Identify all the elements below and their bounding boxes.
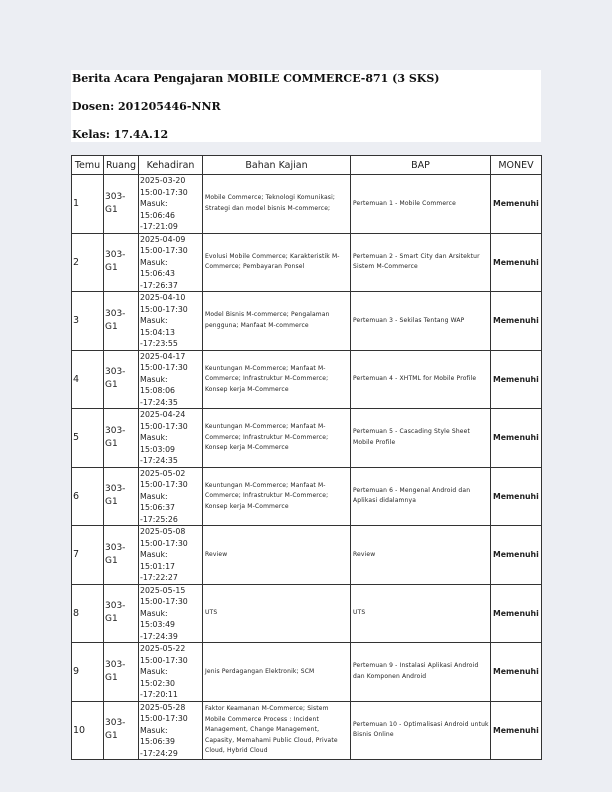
table-body: [72, 175, 542, 760]
meeting-number: 6: [72, 467, 104, 526]
bap-cell: UTS: [351, 584, 491, 643]
study-material-cell: Keuntungan M-Commerce; Manfaat M-Commerce; Infrastruktur M-Commerce; Konsep kerja M-Commerce: [203, 350, 351, 409]
study-material-cell: Evolusi Mobile Commerce; Karakteristik M-Commerce; Pembayaran Ponsel: [203, 233, 351, 292]
bap-cell: Pertemuan 6 - Mengenal Android dan Aplikasi didalamnya: [351, 467, 491, 526]
room-cell: 303-G1: [104, 584, 139, 643]
bap-cell: Pertemuan 4 - XHTML for Mobile Profile: [351, 350, 491, 409]
meeting-number: 9: [72, 643, 104, 702]
bap-cell: Pertemuan 1 - Mobile Commerce: [351, 175, 491, 234]
room-cell: 303-G1: [104, 350, 139, 409]
study-material-cell: Keuntungan M-Commerce; Manfaat M-Commerce; Infrastruktur M-Commerce; Konsep kerja M-Commerce: [203, 467, 351, 526]
monev-status: Memenuhi: [491, 292, 542, 351]
attendance-cell: 2025-04-17 15:00-17:30 Masuk: 15:08:06 -17:24:35: [139, 350, 203, 409]
class-info: Kelas: 17.4A.12: [72, 128, 169, 141]
attendance-cell: 2025-04-10 15:00-17:30 Masuk: 15:04:13 -17:23:55: [139, 292, 203, 351]
bap-cell: Pertemuan 2 - Smart City dan Arsitektur Sistem M-Commerce: [351, 233, 491, 292]
table-row: [72, 409, 542, 468]
study-material-cell: Review: [203, 526, 351, 585]
meeting-number: 2: [72, 233, 104, 292]
bap-cell: Pertemuan 10 - Optimalisasi Android untuk Bisnis Online: [351, 701, 491, 760]
study-material-cell: Jenis Perdagangan Elektronik; SCM: [203, 643, 351, 702]
room-cell: 303-G1: [104, 526, 139, 585]
attendance-cell: 2025-03-20 15:00-17:30 Masuk: 15:06:46 -17:21:09: [139, 175, 203, 234]
attendance-cell: 2025-05-15 15:00-17:30 Masuk: 15:03:49 -17:24:39: [139, 584, 203, 643]
study-material-cell: Mobile Commerce; Teknologi Komunikasi; Strategi dan model bisnis M-commerce;: [203, 175, 351, 234]
monev-status: Memenuhi: [491, 526, 542, 585]
room-cell: 303-G1: [104, 643, 139, 702]
attendance-cell: 2025-05-08 15:00-17:30 Masuk: 15:01:17 -17:22:27: [139, 526, 203, 585]
header-monev: MONEV: [491, 156, 542, 175]
table-row: [72, 233, 542, 292]
meeting-number: 1: [72, 175, 104, 234]
table-row: [72, 643, 542, 702]
meeting-number: 7: [72, 526, 104, 585]
attendance-cell: 2025-04-09 15:00-17:30 Masuk: 15:06:43 -17:26:37: [139, 233, 203, 292]
meeting-number: 8: [72, 584, 104, 643]
monev-status: Memenuhi: [491, 701, 542, 760]
room-cell: 303-G1: [104, 292, 139, 351]
room-cell: 303-G1: [104, 175, 139, 234]
bap-cell: Pertemuan 5 - Cascading Style Sheet Mobile Profile: [351, 409, 491, 468]
monev-status: Memenuhi: [491, 643, 542, 702]
header-kehadiran: Kehadiran: [139, 156, 203, 175]
monev-status: Memenuhi: [491, 409, 542, 468]
monev-status: Memenuhi: [491, 467, 542, 526]
attendance-table: [71, 155, 542, 760]
room-cell: 303-G1: [104, 409, 139, 468]
lecturer-info: Dosen: 201205446-NNR: [72, 100, 221, 113]
room-cell: 303-G1: [104, 467, 139, 526]
bap-cell: Review: [351, 526, 491, 585]
study-material-cell: UTS: [203, 584, 351, 643]
bap-cell: Pertemuan 9 - Instalasi Aplikasi Android dan Komponen Android: [351, 643, 491, 702]
meeting-number: 10: [72, 701, 104, 760]
header-ruang: Ruang: [104, 156, 139, 175]
study-material-cell: Faktor Keamanan M-Commerce; Sistem Mobile Commerce Process : Incident Management, Change Management, Capasity, Memahami Public Cloud, Private Cloud, Hybrid Cloud: [203, 701, 351, 760]
table-row: [72, 467, 542, 526]
table-row: [72, 350, 542, 409]
meeting-number: 5: [72, 409, 104, 468]
monev-status: Memenuhi: [491, 584, 542, 643]
table-row: [72, 584, 542, 643]
study-material-cell: Keuntungan M-Commerce; Manfaat M-Commerce; Infrastruktur M-Commerce; Konsep kerja M-Commerce: [203, 409, 351, 468]
attendance-cell: 2025-05-22 15:00-17:30 Masuk: 15:02:30 -17:20:11: [139, 643, 203, 702]
monev-status: Memenuhi: [491, 233, 542, 292]
header-bap: BAP: [351, 156, 491, 175]
table-row: [72, 526, 542, 585]
monev-status: Memenuhi: [491, 175, 542, 234]
study-material-cell: Model Bisnis M-commerce; Pengalaman pengguna; Manfaat M-commerce: [203, 292, 351, 351]
table-row: [72, 175, 542, 234]
attendance-cell: 2025-05-28 15:00-17:30 Masuk: 15:06:39 -17:24:29: [139, 701, 203, 760]
attendance-cell: 2025-05-02 15:00-17:30 Masuk: 15:06:37 -17:25:26: [139, 467, 203, 526]
table-header-row: [72, 156, 542, 175]
header-temu: Temu: [72, 156, 104, 175]
table-row: [72, 292, 542, 351]
document-title: Berita Acara Pengajaran MOBILE COMMERCE-871 (3 SKS): [72, 72, 440, 85]
meeting-number: 3: [72, 292, 104, 351]
bap-cell: Pertemuan 3 - Sekilas Tentang WAP: [351, 292, 491, 351]
monev-status: Memenuhi: [491, 350, 542, 409]
meeting-number: 4: [72, 350, 104, 409]
room-cell: 303-G1: [104, 701, 139, 760]
table-row: [72, 701, 542, 760]
room-cell: 303-G1: [104, 233, 139, 292]
header-bahan-kajian: Bahan Kajian: [203, 156, 351, 175]
attendance-cell: 2025-04-24 15:00-17:30 Masuk: 15:03:09 -17:24:35: [139, 409, 203, 468]
